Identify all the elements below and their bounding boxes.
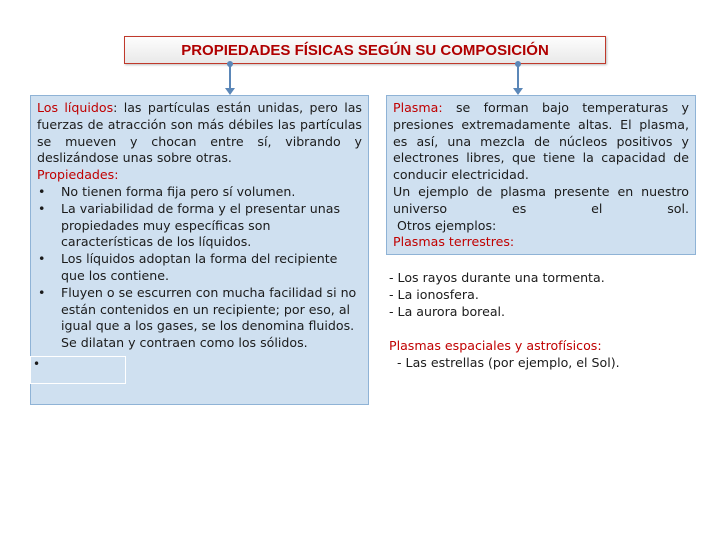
right-connector-dot bbox=[515, 61, 521, 67]
properties-list bbox=[37, 184, 362, 335]
properties-heading: Propiedades: bbox=[37, 167, 119, 183]
list-item: - La aurora boreal. bbox=[389, 303, 506, 319]
list-item: • No tienen forma fija pero sí volumen. bbox=[38, 183, 296, 199]
liquids-heading: Los líquidos bbox=[37, 100, 114, 115]
plasma-example: Un ejemplo de plasma presente en nuestro universo es el sol. bbox=[393, 183, 689, 216]
list-item: - La ionosfera. bbox=[389, 286, 479, 302]
liquids-intro-text: : las partículas están unidas, pero las fuerzas de atracción son más débiles las partículas se mueven y chocan entre sí, vibrando y deslizándose unas sobre otras. bbox=[37, 100, 362, 166]
plasma-intro bbox=[393, 100, 689, 184]
right-connector-line bbox=[517, 63, 519, 91]
empty-bullet: • bbox=[30, 356, 126, 384]
list-item: • La variabilidad de forma y el presentar unas propiedades muy específicas son características de los líquidos. bbox=[38, 200, 341, 250]
liquids-intro bbox=[37, 100, 362, 167]
plasma-intro-text: se forman bajo temperaturas y presiones extremadamente altas. El plasma, es así, una mezcla de núcleos positivos y electrones libres, que tiene la capacidad de conducir electricidad. bbox=[393, 100, 689, 183]
left-connector-arrow bbox=[225, 88, 235, 95]
terrestrial-list bbox=[389, 270, 605, 320]
left-connector-dot bbox=[227, 61, 233, 67]
terrestrial-heading: Plasmas terrestres: bbox=[393, 234, 515, 250]
space-plasma-section bbox=[389, 338, 620, 372]
list-item: • Fluyen o se escurren con mucha facilidad si no están contenidos en un recipiente; por eso, al igual que a los gases, se los denomina fluidos. bbox=[38, 284, 357, 334]
diagram-title: PROPIEDADES FÍSICAS SEGÚN SU COMPOSICIÓN bbox=[124, 36, 606, 64]
plasma-heading: Plasma: bbox=[393, 100, 443, 115]
other-examples-label: Otros ejemplos: bbox=[397, 217, 497, 233]
list-item: • Los líquidos adoptan la forma del recipiente que los contiene. bbox=[38, 251, 338, 283]
left-connector-line bbox=[229, 63, 231, 91]
properties-continuation: Se dilatan y contraen como los sólidos. bbox=[61, 335, 308, 351]
right-connector-arrow bbox=[513, 88, 523, 95]
plasma-panel bbox=[386, 95, 696, 255]
list-item: - Los rayos durante una tormenta. bbox=[389, 270, 605, 285]
list-item: - Las estrellas (por ejemplo, el Sol). bbox=[397, 354, 620, 370]
space-heading: Plasmas espaciales y astrofísicos: bbox=[389, 338, 602, 353]
